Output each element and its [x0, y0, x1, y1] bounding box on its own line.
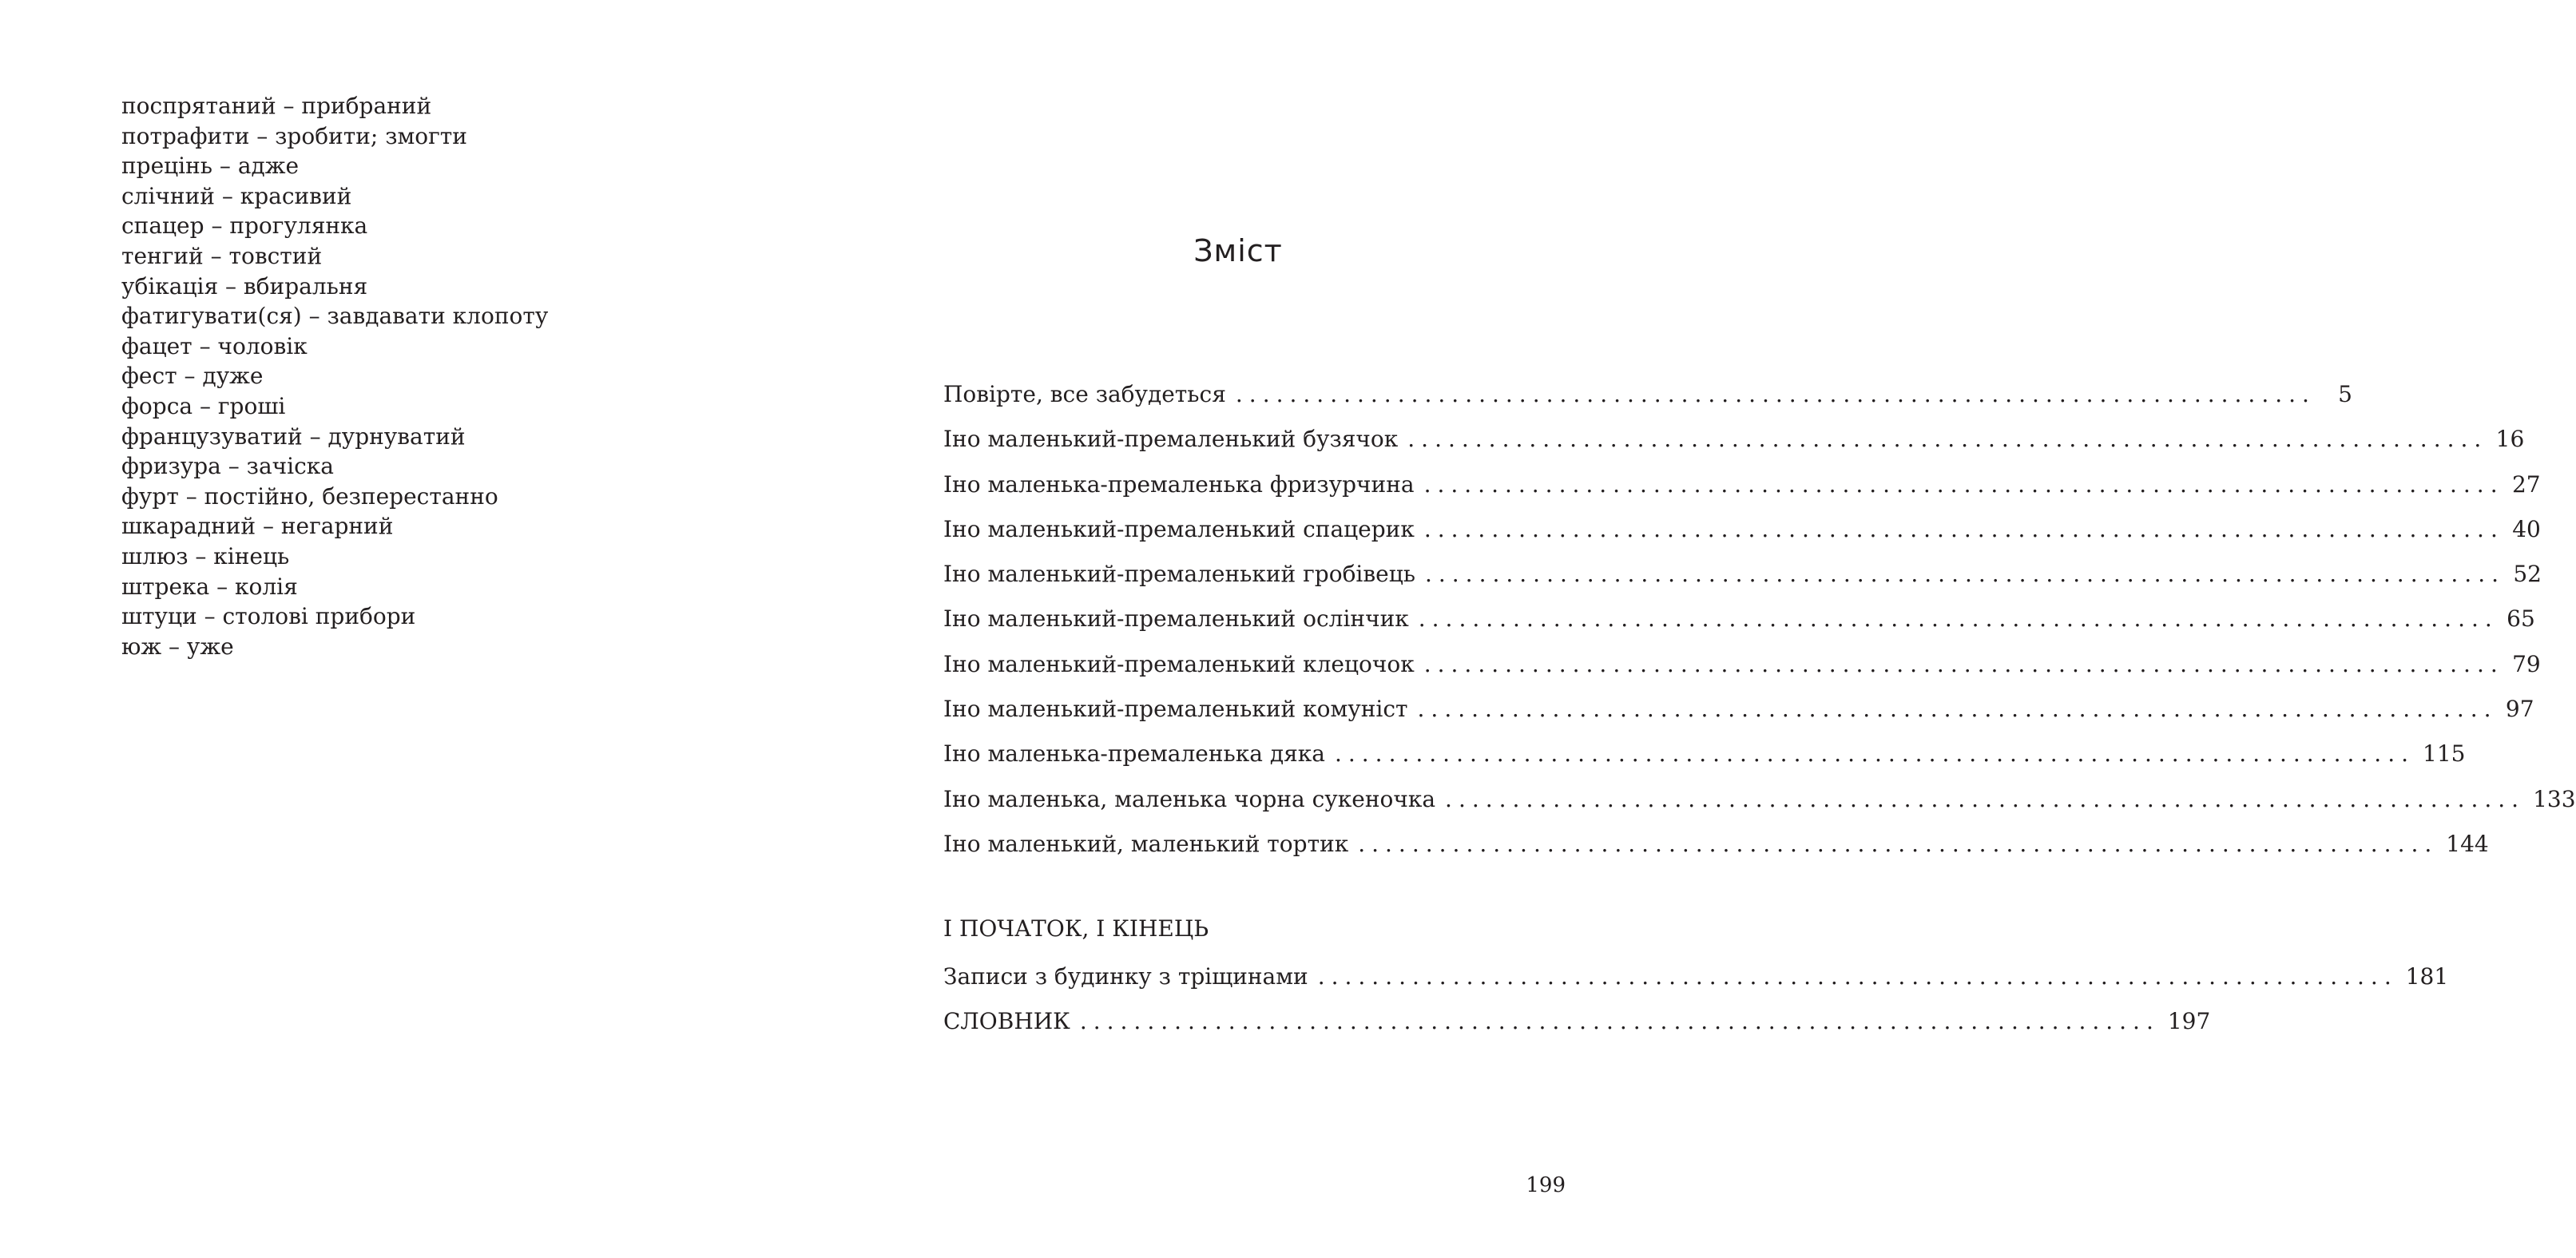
glossary-item: фест – дуже — [121, 363, 264, 390]
toc-entry[interactable] — [943, 999, 2211, 1044]
toc-leader-dots: ................................................................................ — [1407, 426, 2488, 453]
glossary-item: фурт – постійно, безперестанно — [121, 482, 498, 510]
toc-leader-dots: ................................................................................ — [1317, 963, 2398, 990]
glossary-item: поспрятаний – прибраний — [121, 93, 432, 119]
toc-leader-dots: ................................................................................ — [1423, 515, 2504, 542]
toc-entry-page: 65 — [2507, 605, 2535, 633]
glossary-item: форса – гроші — [121, 392, 286, 419]
toc-entry-page: 133 — [2533, 785, 2576, 812]
toc-leader-dots: ................................................................................ — [1445, 785, 2526, 812]
glossary-item: шкарадний – негарний — [121, 513, 394, 540]
toc-section-heading: І ПОЧАТОК, І КІНЕЦЬ — [943, 915, 1209, 942]
glossary-item: юж – уже — [121, 633, 234, 660]
toc-entry[interactable] — [943, 597, 2535, 641]
toc-leader-dots: ................................................................................ — [1424, 561, 2505, 588]
glossary-item: штуци – столові прибори — [121, 603, 416, 630]
glossary-item: французуватий – дурнуватий — [121, 423, 466, 450]
toc-entry[interactable] — [943, 822, 2489, 867]
glossary-item: фризура – зачіска — [121, 453, 334, 480]
toc-entry-page: 16 — [2495, 426, 2525, 453]
toc-entry-title: Іно маленька, маленька чорна сукеночка — [943, 785, 1436, 812]
toc-entry-page: 115 — [2423, 740, 2466, 768]
toc-list — [943, 372, 2576, 867]
toc-entry-page: 27 — [2511, 470, 2541, 498]
toc-entry-title: Іно маленький-премаленький бузячок — [943, 426, 1399, 453]
toc-entry[interactable] — [943, 417, 2525, 462]
toc-leader-dots: ................................................................................ — [1423, 650, 2504, 677]
toc-entry[interactable] — [943, 507, 2541, 552]
glossary-item: спацер – прогулянка — [121, 212, 368, 240]
page-number: 199 — [1526, 1173, 1566, 1197]
toc-entry-title: Іно маленька-премаленька дяка — [943, 740, 1325, 768]
glossary-item: фацет – чоловік — [121, 332, 308, 359]
toc-leader-dots: ................................................................................ — [1334, 740, 2415, 768]
toc-entry-title: Іно маленький-премаленький клецочок — [943, 650, 1415, 677]
toc-leader-dots: ................................................................................ — [1235, 381, 2316, 407]
toc-leader-dots: ................................................................................ — [1079, 1008, 2160, 1035]
glossary-item: шлюз – кінець — [121, 542, 290, 569]
toc-leader-dots: ................................................................................ — [1418, 605, 2499, 633]
glossary-list — [121, 91, 548, 661]
toc-entry-page: 181 — [2405, 963, 2449, 990]
glossary-item: слічний – красивий — [121, 182, 352, 209]
toc-leader-dots: ................................................................................ — [1423, 470, 2504, 498]
toc-entry-page: 40 — [2512, 515, 2541, 542]
toc-entry-page: 197 — [2167, 1008, 2211, 1035]
toc-entry-title: Іно маленький-премаленький спацерик — [943, 515, 1415, 542]
toc-entry-title: Іно маленький-премаленький гробівець — [943, 561, 1415, 588]
toc-entry-title: Іно маленький, маленький тортик — [943, 830, 1349, 857]
glossary-item: потрафити – зробити; змогти — [121, 122, 467, 149]
glossary-item: прецінь – адже — [121, 153, 300, 180]
glossary-item: убікація – вбиральня — [121, 272, 368, 300]
toc-title: Зміст — [1193, 233, 1283, 268]
toc-entry-title: СЛОВНИК — [943, 1008, 1070, 1035]
glossary-item: фатигувати(ся) – завдавати клопоту — [121, 303, 549, 330]
toc-entry[interactable] — [943, 732, 2466, 776]
glossary-item: тенгий – товстий — [121, 242, 323, 269]
toc-entry-title: Іно маленький-премаленький комуніст — [943, 696, 1408, 723]
toc-entry[interactable] — [943, 372, 2352, 417]
glossary-item: штрека – колія — [121, 573, 298, 600]
toc-entry-page: 79 — [2512, 650, 2541, 677]
toc-entry[interactable] — [943, 954, 2449, 999]
toc-leader-dots: ................................................................................ — [1358, 830, 2439, 857]
toc-entry-page: 5 — [2338, 381, 2352, 407]
toc-entry-page: 52 — [2513, 561, 2542, 588]
toc-entry-title: Іно маленький-премаленький ослінчик — [943, 605, 1409, 633]
toc-entry[interactable] — [943, 777, 2576, 822]
toc-section-list — [943, 954, 2449, 1045]
toc-entry-page: 97 — [2505, 696, 2534, 723]
toc-entry-title: Іно маленька-премаленька фризурчина — [943, 470, 1415, 498]
toc-entry[interactable] — [943, 687, 2534, 732]
toc-entry[interactable] — [943, 552, 2542, 597]
toc-entry-title: Записи з будинку з тріщинами — [943, 963, 1308, 990]
toc-entry[interactable] — [943, 462, 2541, 507]
toc-entry-title: Повірте, все забудеться — [943, 381, 1226, 407]
toc-entry-page: 144 — [2446, 830, 2489, 857]
toc-entry[interactable] — [943, 642, 2541, 687]
toc-leader-dots: ................................................................................ — [1417, 696, 2498, 723]
